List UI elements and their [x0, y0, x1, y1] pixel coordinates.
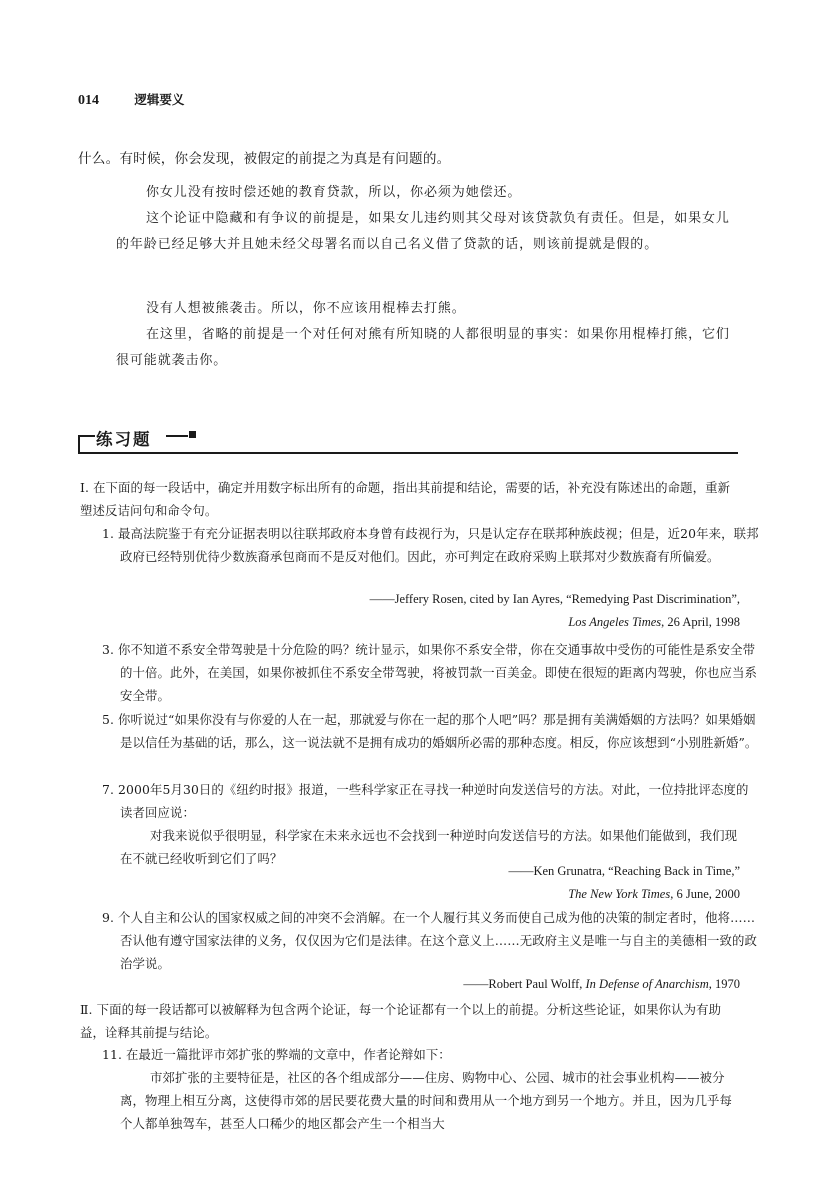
exercise-5: 5. 你听说过“如果你没有与你爱的人在一起，那就爱与你在一起的那个人吧”吗？那是拥有美满婚姻的方法吗？如果婚姻是以信任为基础的话，那么，这一说法就不是拥有成功的婚姻所必需的那种态度。相反，你应该想到“小别胜新婚”。	[102, 712, 758, 750]
exercise-9-source-author: ——Robert Paul Wolff,	[463, 977, 586, 991]
exercise-7-source-journal: The New York Times	[568, 887, 671, 901]
exercise-1-source	[370, 592, 740, 607]
exercise-11: 11. 在最近一篇批评市郊扩张的弊端的文章中，作者论辩如下：	[102, 1047, 451, 1062]
section-rule-bottom	[78, 452, 738, 454]
exercise-9-source-book: In Defense of Anarchism	[585, 977, 709, 991]
exercise-9-source-year: , 1970	[708, 977, 740, 991]
exercise-1-source-journal: Los Angeles Times	[568, 615, 662, 629]
exercise-9-source	[463, 977, 740, 992]
exercise-1-source-date: , 26 April, 1998	[661, 615, 740, 629]
exercise-9: 9. 个人自主和公认的国家权威之间的冲突不会消解。在一个人履行其义务而使自己成为他的决策的制定者时，他将……否认他有遵守国家法律的义务，仅仅因为它们是法律。在这个意义上……无政府主义是唯一与自主的美德相一致的政治学说。	[102, 910, 758, 971]
exercise-7-quote: 对我来说似乎很明显，科学家在未来永远也不会找到一种逆时向发送信号的方法。如果他们能做到，我们现在不就已经收听到它们了吗？	[120, 828, 738, 866]
example-2-quote: 没有人想被熊袭击。所以，你不应该用棍棒去打熊。	[146, 301, 466, 316]
intro-line: 什么。有时候，你会发现，被假定的前提之为真是有问题的。	[78, 151, 451, 167]
exercise-1-source-author: ——Jeffery Rosen, cited by Ian Ayres, “Remedying Past Discrimination”,	[369, 592, 740, 606]
example-1-text: 这个论证中隐藏和有争议的前提是，如果女儿违约则其父母对该贷款负有责任。但是，如果女儿的年龄已经足够大并且她未经父母署名而以自己名义借了贷款的话，则该前提就是假的。	[116, 211, 730, 252]
page-number: 014	[78, 93, 99, 108]
section-rule-mid	[166, 435, 188, 437]
section-bracket	[78, 435, 80, 453]
exercise-7-source-date: , 6 June, 2000	[670, 887, 740, 901]
part-1-instruction: Ⅰ. 在下面的每一段话中，确定并用数字标出所有的命题，指出其前提和结论，需要的话，补充没有陈述出的命题，重新塑述反诘问句和命令句。	[80, 480, 731, 518]
exercise-3: 3. 你不知道不系安全带驾驶是十分危险的吗？统计显示，如果你不系安全带，你在交通事故中受伤的可能性是系安全带的十倍。此外，在美国，如果你被抓住不系安全带驾驶，将被罚款一百美金。即使在很短的距离内驾驶，你也应当系安全带。	[102, 642, 758, 703]
running-title: 逻辑要义	[134, 92, 185, 107]
section-square-icon	[189, 431, 196, 438]
section-rule-left	[78, 435, 95, 437]
page-header	[78, 90, 184, 109]
section-title: 练习题	[96, 430, 152, 449]
exercise-11-quote: 市郊扩张的主要特征是，社区的各个组成部分——住房、购物中心、公园、城市的社会事业机构——被分离，物理上相互分离，这使得市郊的居民要花费大量的时间和费用从一个地方到另一个地方。并且，因为几乎每个人都单独驾车，甚至人口稀少的地区都会产生一个相当大	[120, 1070, 733, 1131]
exercise-7: 7. 2000年5月30日的《纽约时报》报道，一些科学家正在寻找一种逆时向发送信号的方法。对此，一位持批评态度的读者回应说：	[102, 782, 749, 820]
exercise-1-source-pub	[568, 615, 740, 630]
exercise-7-source-pub	[568, 887, 740, 902]
exercise-1: 1. 最高法院鉴于有充分证据表明以往联邦政府本身曾有歧视行为，只是认定存在联邦种族歧视；但是，近20年来，联邦政府已经特别优待少数族裔承包商而不是反对他们。因此，亦可判定在政府采购上联邦对少数族裔有所偏爱。	[102, 526, 759, 564]
part-2-instruction: Ⅱ. 下面的每一段话都可以被解释为包含两个论证，每一个论证都有一个以上的前提。分析这些论证，如果你认为有助益，诠释其前提与结论。	[80, 1002, 722, 1040]
example-1-quote: 你女儿没有按时偿还她的教育贷款，所以，你必须为她偿还。	[146, 185, 522, 200]
exercise-7-source	[508, 864, 740, 879]
exercise-7-source-author: ——Ken Grunatra, “Reaching Back in Time,”	[508, 864, 740, 878]
example-2-text: 在这里，省略的前提是一个对任何对熊有所知晓的人都很明显的事实：如果你用棍棒打熊，它们很可能就袭击你。	[116, 327, 730, 368]
